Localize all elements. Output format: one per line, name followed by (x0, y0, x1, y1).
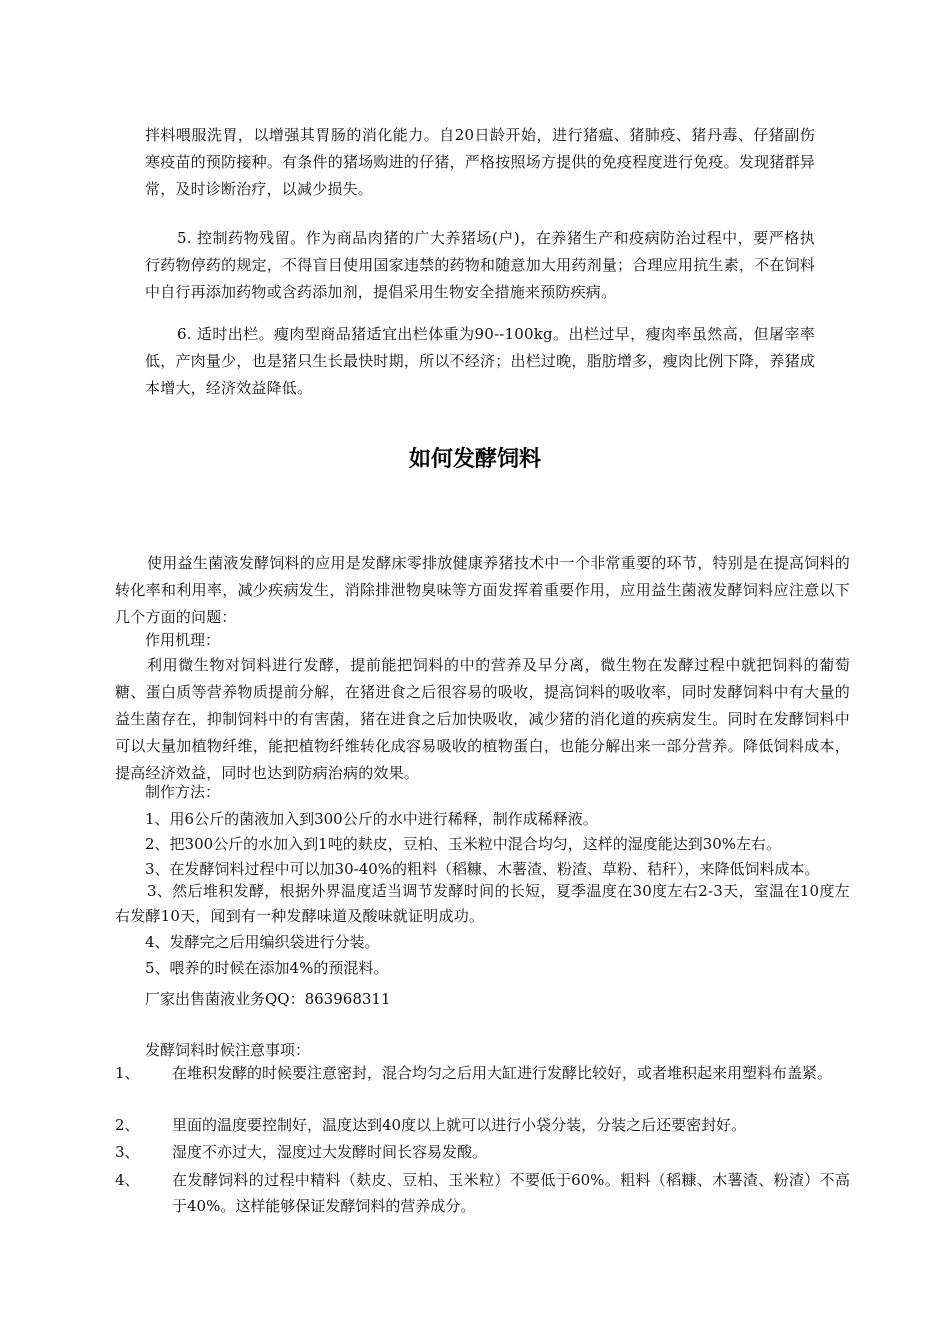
method-step: 2、把300公斤的水加入到1吨的麸皮，豆柏、玉米粒中混合均匀，这样的湿度能达到30%左右。 (145, 835, 782, 853)
note-text: 里面的温度要控制好，温度达到40度以上就可以进行小袋分装，分装之后还要密封好。 (172, 1116, 747, 1134)
method-step: 4、发酵完之后用编织袋进行分装。 (145, 933, 380, 951)
note-item (115, 1139, 850, 1165)
note-number: 1、 (115, 1064, 140, 1082)
method-step: 1、用6公斤的菌液加入到300公斤的水中进行稀释，制作成稀释液。 (145, 810, 598, 828)
method-step: 5、喂养的时候在添加4%的预混料。 (145, 959, 389, 977)
paragraph-continuation: 拌料喂服洗胃，以增强其胃肠的消化能力。自20日龄开始，进行猪瘟、猪肺疫、猪丹毒、仔猪副伤寒疫苗的预防接种。有条件的猪场购进的仔猪，严格按照场方提供的免疫程度进行免疫。发现猪群异常，及时诊断治疗，以减少损失。 (145, 126, 815, 198)
note-number: 2、 (115, 1116, 140, 1134)
note-item (115, 1060, 850, 1086)
note-item (115, 1112, 850, 1138)
paragraph-timely-slaughter: 6. 适时出栏。瘦肉型商品猪适宜出栏体重为90--100kg。出栏过早，瘦肉率虽然高，但屠宰率低，产肉量少，也是猪只生长最快时期，所以不经济；出栏过晚，脂肪增多，瘦肉比例下降，养猪成本增大，经济效益降低。 (145, 325, 815, 397)
mechanism-heading: 作用机理： (145, 631, 221, 649)
article-title: 如何发酵饲料 (408, 447, 541, 472)
method-step: 3、然后堆积发酵，根据外界温度适当调节发酵时间的长短，夏季温度在30度左右2-3天，室温在10度左右发酵10天，闻到有一种发酵味道及酸味就证明成功。 (115, 882, 850, 925)
note-text: 在堆积发酵的时候要注意密封，混合均匀之后用大缸进行发酵比较好，或者堆积起来用塑料布盖紧。 (172, 1064, 833, 1082)
note-text: 在发酵饲料的过程中精料（麸皮、豆柏、玉米粒）不要低于60%。粗料（稻糠、木薯渣、粉渣）不高于40%。这样能够保证发酵饲料的营养成分。 (172, 1171, 850, 1215)
article-intro: 使用益生菌液发酵饲料的应用是发酵床零排放健康养猪技术中一个非常重要的环节，特别是在提高饲料的转化率和利用率，减少疾病发生，消除排泄物臭味等方面发挥着重要作用，应用益生菌液发酵饲料应注意以下几个方面的问题： (115, 554, 850, 626)
note-number: 4、 (115, 1171, 140, 1189)
notes-heading: 发酵饲料时候注意事项： (145, 1041, 311, 1059)
method-step: 3、在发酵饲料过程中可以加30-40%的粗料（稻糠、木薯渣、粉渣、草粉、秸秆），来降低饲料成本。 (145, 860, 820, 878)
note-text: 湿度不亦过大，湿度过大发酵时间长容易发酸。 (172, 1143, 488, 1161)
note-item (115, 1167, 850, 1219)
paragraph-control-drug-residue: 5. 控制药物残留。作为商品肉猪的广大养猪场(户)，在养猪生产和疫病防治过程中，要严格执行药物停药的规定，不得盲目使用国家违禁的药物和随意加大用药剂量；合理应用抗生素，不在饲料中自行再添加药物或含药添加剂，提倡采用生物安全措施来预防疾病。 (145, 229, 815, 301)
method-heading: 制作方法： (145, 783, 221, 801)
contact-line: 厂家出售菌液业务QQ：863968311 (145, 990, 391, 1008)
note-number: 3、 (115, 1143, 140, 1161)
mechanism-text: 利用微生物对饲料进行发酵，提前能把饲料的中的营养及早分离，微生物在发酵过程中就把饲料的葡萄糖、蛋白质等营养物质提前分解，在猪进食之后很容易的吸收，提高饲料的吸收率，同时发酵饲料中有大量的益生菌存在，抑制饲料中的有害菌，猪在进食之后加快吸收，减少猪的消化道的疾病发生。同时在发酵饲料中可以大量加植物纤维，能把植物纤维转化成容易吸收的植物蛋白，也能分解出来一部分营养。降低饲料成本，提高经济效益，同时也达到防病治病的效果。 (115, 656, 850, 782)
